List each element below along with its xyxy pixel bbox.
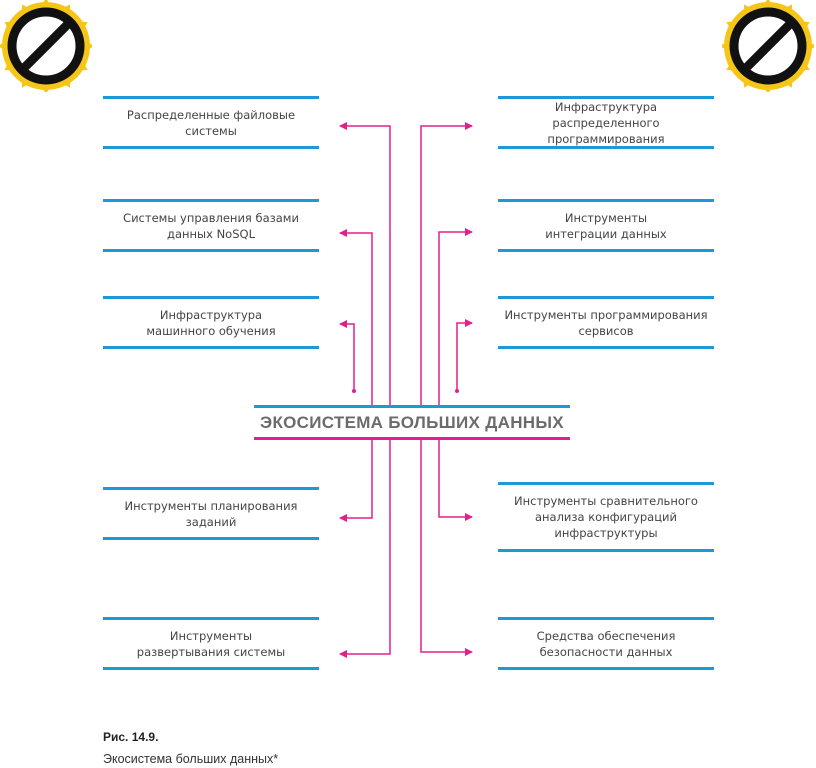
connector-left-5 <box>340 440 390 654</box>
prohibited-sign-icon <box>0 0 92 92</box>
box-label: Средства обеспечения безопасности данных <box>536 628 676 659</box>
box-label: Распределенные файловые системы <box>126 107 296 138</box>
box-job-scheduling <box>103 487 319 540</box>
box-data-integration <box>498 199 714 252</box>
box-label: Инструменты планирования заданий <box>124 498 298 529</box>
connector-dot-left <box>352 389 356 393</box>
box-label: Инструменты сравнительного анализа конфигураций инфраструктуры <box>514 494 698 540</box>
box-ml-infrastructure <box>103 296 319 349</box>
box-data-security <box>498 617 714 670</box>
box-label: Инфраструктура машинного обучения <box>146 307 276 338</box>
box-label: Инструменты развертывания системы <box>136 628 286 659</box>
box-nosql-dbms <box>103 199 319 252</box>
connector-right-3 <box>457 323 472 390</box>
box-service-programming <box>498 296 714 349</box>
connector-right-4 <box>439 440 472 517</box>
box-label: Системы управления базами данных NoSQL <box>123 210 299 241</box>
connector-dot-right <box>455 389 459 393</box>
box-label: Инфраструктура распределенного программирования <box>547 99 665 146</box>
connector-left-3 <box>340 324 354 390</box>
figure-caption: Экосистема больших данных* <box>103 752 279 766</box>
connector-left-4 <box>340 440 372 518</box>
box-benchmarking <box>498 482 714 552</box>
connector-right-2 <box>439 232 472 405</box>
box-label: Инструменты программирования сервисов <box>504 307 708 338</box>
connector-right-5 <box>421 440 472 652</box>
box-distributed-programming <box>498 96 714 149</box>
connector-right-1 <box>421 126 472 405</box>
center-box <box>254 405 570 440</box>
box-system-deployment <box>103 617 319 670</box>
connector-left-2 <box>340 233 372 405</box>
box-label: Инструменты интеграции данных <box>545 210 667 241</box>
prohibited-sign-icon <box>722 0 814 92</box>
box-distributed-filesystems <box>103 96 319 149</box>
connector-left-1 <box>340 126 390 405</box>
figure-number: Рис. 14.9. <box>103 730 159 744</box>
center-title: ЭКОСИСТЕМА БОЛЬШИХ ДАННЫХ <box>260 412 564 432</box>
